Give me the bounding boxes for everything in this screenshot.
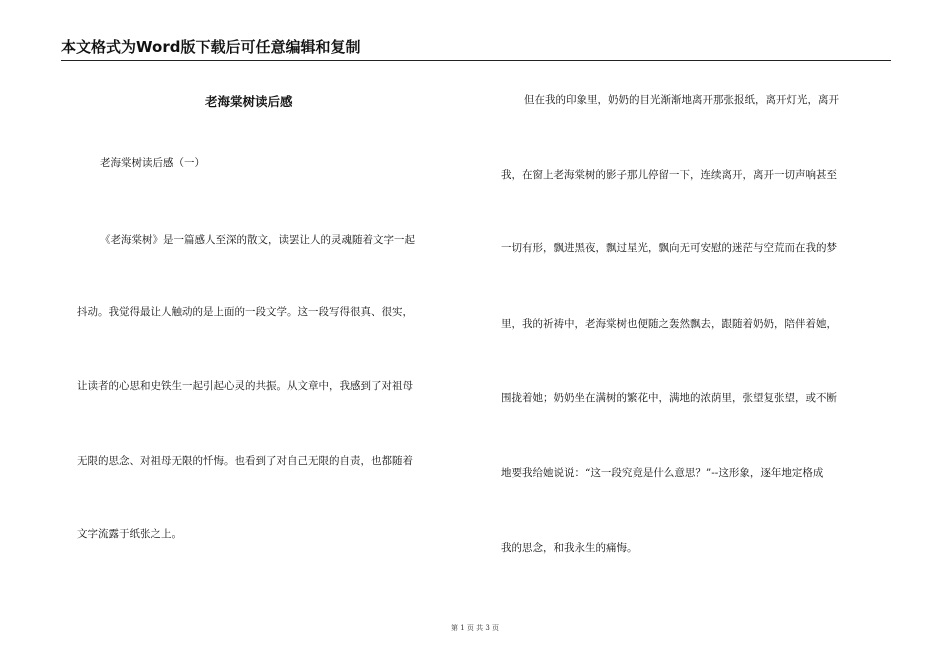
header-text: 本文格式为Word版下载后可任意编辑和复制 bbox=[61, 38, 361, 56]
right-paragraph-line: 但在我的印象里，奶奶的目光渐渐地离开那张报纸，离开灯光，离开 bbox=[524, 94, 839, 106]
left-paragraph-line: 无限的思念、对祖母无限的忏悔。也看到了对自己无限的自责，也都随着 bbox=[77, 455, 413, 467]
right-paragraph-line: 我，在窗上老海棠树的影子那儿停留一下，连续离开，离开一切声响甚至 bbox=[501, 169, 837, 181]
right-paragraph-line: 我的思念，和我永生的痛悔。 bbox=[501, 542, 638, 554]
page-number: 第 1 页 共 3 页 bbox=[450, 624, 500, 632]
left-paragraph-line: 让读者的心思和史铁生一起引起心灵的共振。从文章中，我感到了对祖母 bbox=[77, 380, 413, 392]
right-paragraph-line: 围拢着她；奶奶坐在满树的繁花中，满地的浓荫里，张望复张望，或不断 bbox=[501, 392, 837, 404]
left-paragraph-line: 抖动。我觉得最让人触动的是上面的一段文学。这一段写得很真、很实， bbox=[77, 306, 413, 318]
page-header bbox=[61, 34, 891, 61]
right-paragraph-line: 里，我的祈祷中，老海棠树也便随之轰然飘去，跟随着奶奶，陪伴着她， bbox=[501, 318, 837, 330]
right-paragraph-line: 地要我给她说说：“这一段究竟是什么意思？”--这形象，逐年地定格成 bbox=[501, 467, 824, 479]
left-paragraph-line: 文字流露于纸张之上。 bbox=[77, 528, 182, 540]
right-paragraph-line: 一切有形，飘进黑夜，飘过星光，飘向无可安慰的迷茫与空荒而在我的梦 bbox=[501, 242, 837, 254]
left-paragraph-line: 老海棠树读后感（一） bbox=[100, 157, 205, 169]
document-title: 老海棠树读后感 bbox=[205, 94, 293, 109]
left-paragraph-line: 《老海棠树》是一篇感人至深的散文，读罢让人的灵魂随着文字一起 bbox=[100, 234, 415, 246]
